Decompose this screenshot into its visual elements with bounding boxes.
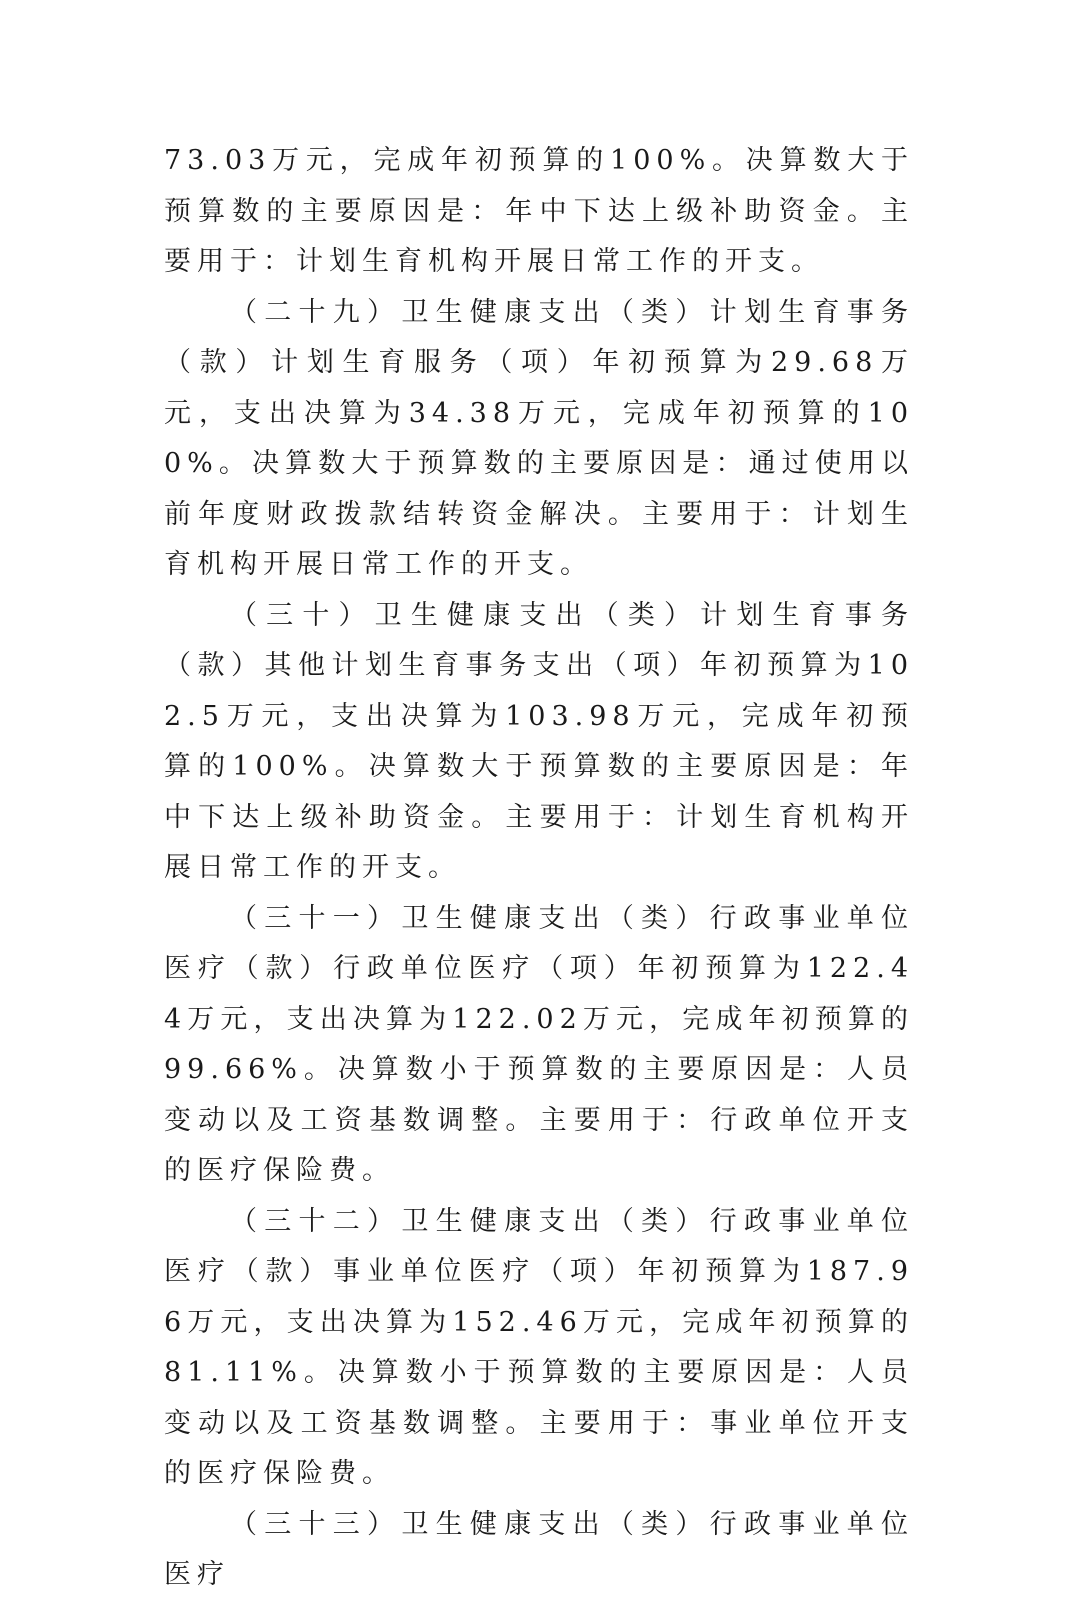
- document-body: [164, 136, 914, 1601]
- paragraph-item-31: （三十一）卫生健康支出（类）行政事业单位医疗（款）行政单位医疗（项）年初预算为122.44万元，支出决算为122.02万元，完成年初预算的99.66%。决算数小于预算数的主要原因是：人员变动以及工资基数调整。主要用于：行政单位开支的医疗保险费。: [164, 902, 914, 1186]
- paragraph-item-29: （二十九）卫生健康支出（类）计划生育事务（款）计划生育服务（项）年初预算为29.68万元，支出决算为34.38万元，完成年初预算的100%。决算数大于预算数的主要原因是：通过使用以前年度财政拨款结转资金解决。主要用于：计划生育机构开展日常工作的开支。: [164, 296, 914, 580]
- paragraph-item-33: （三十三）卫生健康支出（类）行政事业单位医疗: [164, 1508, 914, 1590]
- paragraph-item-32: （三十二）卫生健康支出（类）行政事业单位医疗（款）事业单位医疗（项）年初预算为187.96万元，支出决算为152.46万元，完成年初预算的81.11%。决算数小于预算数的主要原因是：人员变动以及工资基数调整。主要用于：事业单位开支的医疗保险费。: [164, 1205, 914, 1489]
- paragraph-continuation: 73.03万元，完成年初预算的100%。决算数大于预算数的主要原因是：年中下达上级补助资金。主要用于：计划生育机构开展日常工作的开支。: [164, 145, 914, 277]
- paragraph-item-30: （三十）卫生健康支出（类）计划生育事务（款）其他计划生育事务支出（项）年初预算为102.5万元，支出决算为103.98万元，完成年初预算的100%。决算数大于预算数的主要原因是：年中下达上级补助资金。主要用于：计划生育机构开展日常工作的开支。: [164, 599, 914, 883]
